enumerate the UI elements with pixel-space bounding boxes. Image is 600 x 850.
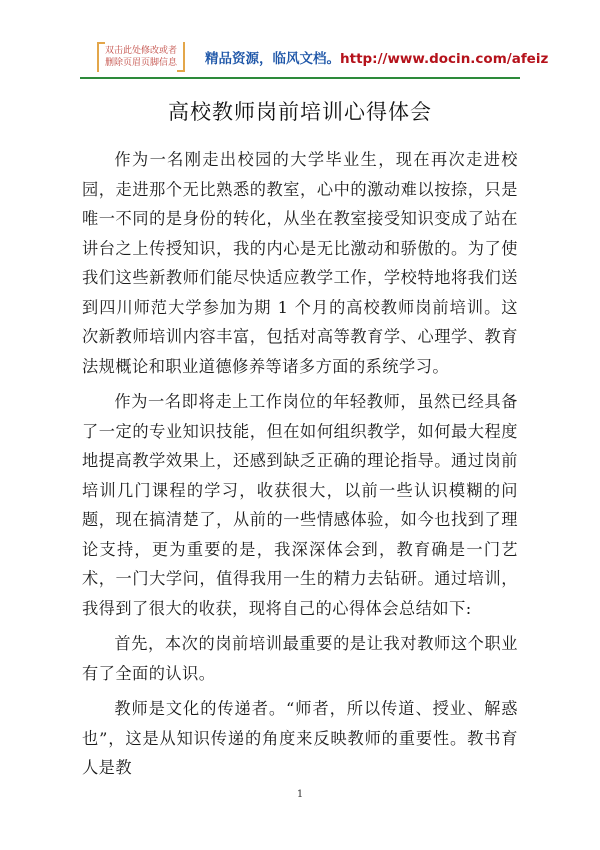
- header-ad-url[interactable]: http://www.docin.com/afeiz: [340, 51, 549, 67]
- document-title: 高校教师岗前培训心得体会: [168, 100, 432, 124]
- page-number: 1: [296, 789, 304, 800]
- header-footer-edit-note[interactable]: [97, 42, 185, 72]
- paragraph-4: 教师是文化的传递者。“师者，所以传道、授业、解惑也”，这是从知识传递的角度来反映教师的重要性。教书育人是教: [82, 699, 518, 777]
- header-ad: [205, 47, 548, 67]
- document-body: [82, 145, 518, 789]
- header-note-line-1: 双击此处修改或者: [104, 46, 177, 56]
- paragraph-3: 首先，本次的岗前培训最重要的是让我对教师这个职业有了全面的认识。: [82, 634, 518, 683]
- header-ad-text: 精品资源，临风文档。: [205, 51, 340, 67]
- paragraph-1: 作为一名刚走出校园的大学毕业生，现在再次走进校园，走进那个无比熟悉的教室，心中的激动难以按捺，只是唯一不同的是身份的转化，从坐在教室接受知识变成了站在讲台之上传授知识，我的内心是无比激动和骄傲的。为了使我们这些新教师们能尽快适应教学工作，学校特地将我们送到四川师范大学参加为期 1 个月的高校教师岗前培训。这次新教师培训内容丰富，包括对高等教育学、心理学、教育法规概论和职业道德修养等诸多方面的系统学习。: [82, 150, 518, 376]
- paragraph-2: 作为一名即将走上工作岗位的年轻教师，虽然已经具备了一定的专业知识技能，但在如何组织教学，如何最大程度地提高教学效果上，还感到缺乏正确的理论指导。通过岗前培训几门课程的学习，收获很大，以前一些认识模糊的问题，现在搞清楚了，从前的一些情感体验，如今也找到了理论支持，更为重要的是，我深深体会到，教育确是一门艺术，一门大学问，值得我用一生的精力去钻研。通过培训，我得到了很大的收获，现将自己的心得体会总结如下:: [82, 392, 518, 618]
- header-note-line-2: 删除页眉页脚信息: [104, 58, 177, 68]
- header-divider: [80, 77, 520, 79]
